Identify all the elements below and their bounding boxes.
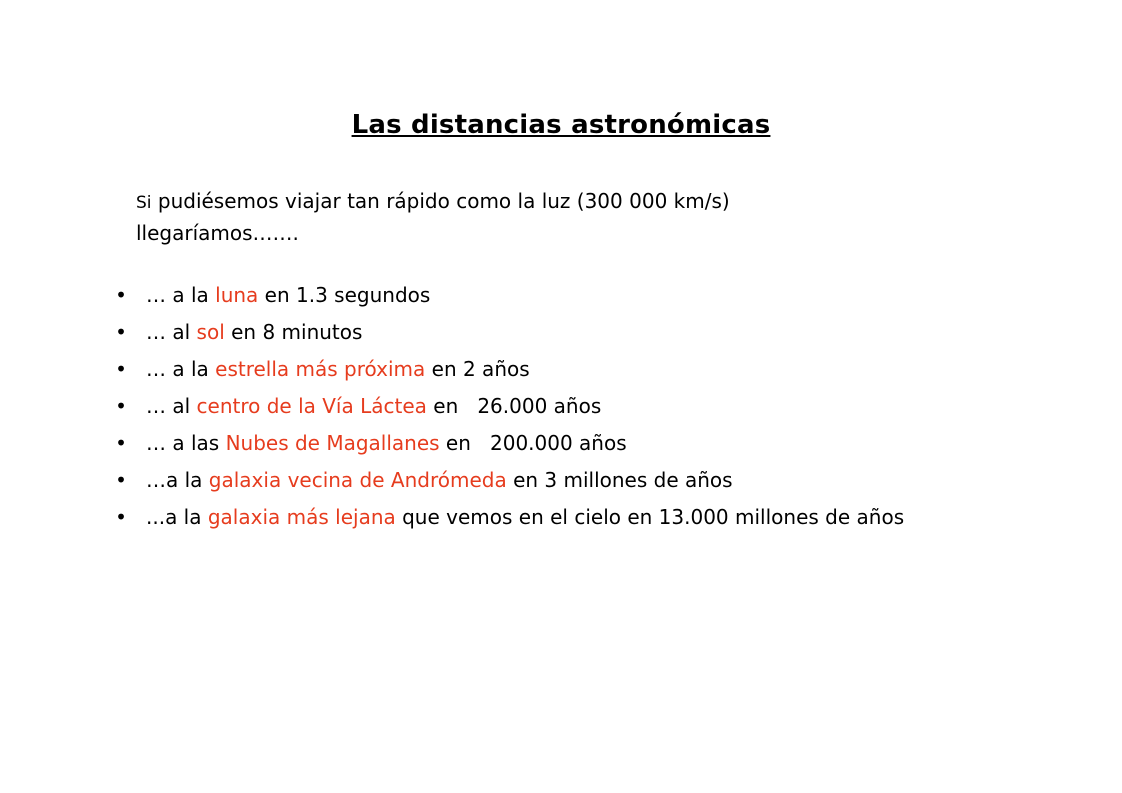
distance-list [110, 282, 990, 541]
item-highlight: galaxia más lejana [207, 505, 396, 529]
intro-paragraph [136, 186, 996, 248]
item-text: en 200.000 años [439, 431, 627, 455]
list-item [110, 504, 990, 531]
item-highlight: sol [196, 320, 225, 344]
item-text: en 2 años [425, 357, 530, 381]
list-item [110, 356, 990, 383]
item-text: … al [146, 320, 197, 344]
bullet-icon: • [115, 505, 127, 529]
list-item [110, 393, 990, 420]
bullet-icon: • [115, 283, 127, 307]
bullet-icon: • [115, 320, 127, 344]
bullet-icon: • [115, 431, 127, 455]
item-text: en 8 minutos [224, 320, 363, 344]
item-text: que vemos en el cielo en 13.000 millones de años [395, 505, 905, 529]
list-item [110, 282, 990, 309]
page-title: Las distancias astronómicas [351, 110, 771, 140]
bullet-icon: • [115, 468, 127, 492]
item-highlight: centro de la Vía Láctea [196, 394, 427, 418]
item-text: en 26.000 años [426, 394, 602, 418]
intro-text: pudiésemos viajar tan rápido como la luz (300 000 km/s) [151, 189, 730, 213]
item-highlight: Nubes de Magallanes [225, 431, 440, 455]
item-text: en 1.3 segundos [258, 283, 431, 307]
item-text: … al [146, 394, 197, 418]
list-item [110, 430, 990, 457]
list-item [110, 467, 990, 494]
item-highlight: galaxia vecina de Andrómeda [208, 468, 507, 492]
bullet-icon: • [115, 357, 127, 381]
item-highlight: luna [215, 283, 259, 307]
intro-first-word: Si [136, 193, 152, 213]
bullet-icon: • [115, 394, 127, 418]
item-text: ...a la [146, 505, 208, 529]
intro-text-line2: llegaríamos……. [136, 221, 299, 245]
item-text: …a la [146, 468, 209, 492]
item-highlight: estrella más próxima [215, 357, 426, 381]
item-text: … a la [146, 357, 216, 381]
item-text: … a la [146, 283, 216, 307]
list-item [110, 319, 990, 346]
item-text: en 3 millones de años [506, 468, 733, 492]
item-text: … a las [146, 431, 226, 455]
